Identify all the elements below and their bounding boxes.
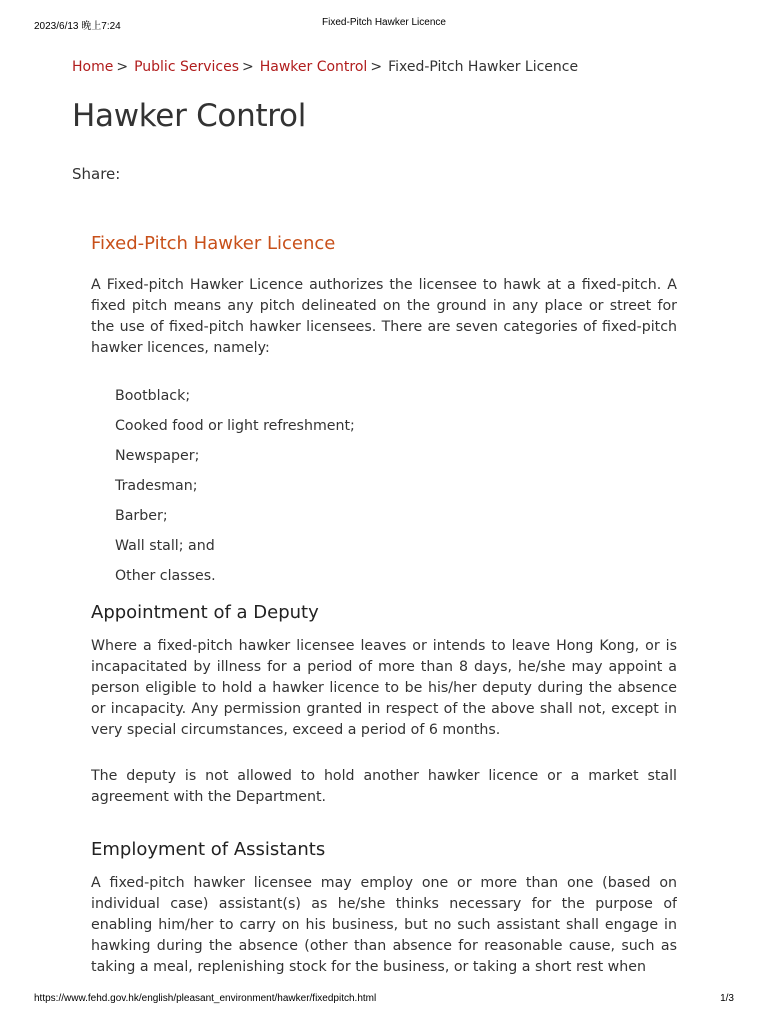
breadcrumb-separator: > xyxy=(370,59,383,75)
assistants-heading: Employment of Assistants xyxy=(91,839,326,860)
print-header xyxy=(0,17,768,33)
list-item: Bootblack; xyxy=(115,388,191,404)
deputy-paragraph-1: Where a fixed-pitch hawker licensee leaves or intends to leave Hong Kong, or is incapacitated by illness for a period of more than 8 days, he/she may appoint a person eligible to hold a hawker licence to be his/her deputy during the absence or incapacity. Any permission granted in respect of the above shall not, except in very special circumstances, exceed a period of 6 months. xyxy=(91,638,677,738)
main-content xyxy=(91,230,677,990)
list-item: Newspaper; xyxy=(115,448,200,464)
deputy-paragraph-2: The deputy is not allowed to hold another hawker licence or a market stall agreement with the Department. xyxy=(91,768,677,805)
page-title: Hawker Control xyxy=(72,98,307,134)
assistants-paragraph-1: A fixed-pitch hawker licensee may employ one or more than one (based on individual case) assistant(s) as he/she thinks necessary for the purpose of enabling him/her to carry on his business, but no such assistant shall engage in hawking during the absence (other than absence for reasonable cause, such as taking a meal, replenishing stock for the business, or taking a short rest when xyxy=(91,875,677,975)
print-url: https://www.fehd.gov.hk/english/pleasant_environment/hawker/fixedpitch.html xyxy=(34,993,377,1004)
section-title: Fixed-Pitch Hawker Licence xyxy=(91,233,336,254)
breadcrumb-link-public-services[interactable]: Public Services xyxy=(134,59,239,75)
breadcrumb-current: Fixed-Pitch Hawker Licence xyxy=(388,59,579,75)
share-label: Share: xyxy=(72,165,121,183)
list-item: Barber; xyxy=(115,508,168,524)
list-item: Wall stall; and xyxy=(115,538,215,554)
print-page-number: 1/3 xyxy=(720,993,734,1004)
breadcrumb-separator: > xyxy=(116,59,129,75)
print-page-title: Fixed-Pitch Hawker Licence xyxy=(322,17,446,28)
breadcrumb-separator: > xyxy=(242,59,254,75)
breadcrumb-link-home[interactable]: Home xyxy=(72,59,114,75)
breadcrumb xyxy=(72,57,578,77)
list-item: Cooked food or light refreshment; xyxy=(115,418,355,434)
intro-paragraph: A Fixed-pitch Hawker Licence authorizes the licensee to hawk at a fixed-pitch. A fixed pitch means any pitch delineated on the ground in any place or street for the use of fixed-pitch hawker licensees. There are seven categories of fixed-pitch hawker licences, namely: xyxy=(91,277,677,356)
list-item: Other classes. xyxy=(115,568,216,584)
print-datetime: 2023/6/13 晚上7:24 xyxy=(34,21,121,32)
breadcrumb-link-hawker-control[interactable]: Hawker Control xyxy=(259,59,368,75)
list-item: Tradesman; xyxy=(115,478,198,494)
print-footer xyxy=(0,993,768,1009)
deputy-heading: Appointment of a Deputy xyxy=(91,602,319,623)
category-list xyxy=(91,386,677,596)
